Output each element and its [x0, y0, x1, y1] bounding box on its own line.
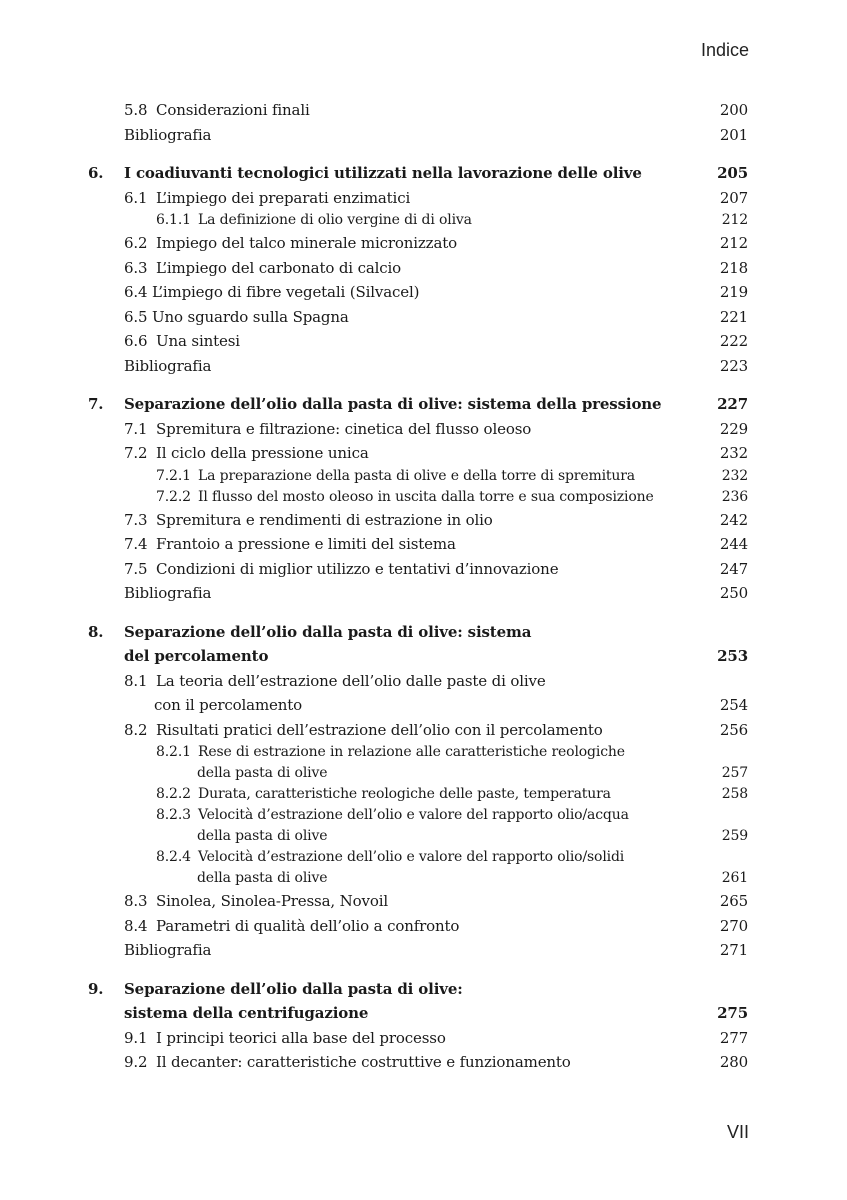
toc-entry-number: 6. — [88, 164, 104, 182]
toc-entry-text: Durata, caratteristiche reologiche delle paste, temperatura — [198, 786, 611, 802]
toc-entry-page: 218 — [719, 258, 748, 277]
toc-entry-page: 222 — [719, 332, 748, 350]
toc-entry-title — [156, 487, 654, 508]
toc-entry-title — [124, 98, 310, 123]
toc-entry-text: La teoria dell’estrazione dell’olio dalle paste di olive — [156, 671, 546, 690]
toc-entry-title — [124, 354, 211, 379]
toc-entry-page: 253 — [717, 647, 748, 665]
toc-entry — [88, 826, 748, 847]
toc-entry-page: 221 — [719, 307, 748, 326]
toc-entry — [88, 718, 748, 743]
toc-entry-text: della pasta di olive — [197, 765, 328, 781]
toc-entry — [88, 1050, 748, 1075]
toc-entry — [88, 889, 748, 914]
toc-entry-text: I coadiuvanti tecnologici utilizzati nella lavorazione delle olive — [124, 164, 642, 182]
toc-entry-text: I principi teorici alla base del processo — [156, 1028, 446, 1047]
toc-entry-text: Bibliografia — [124, 356, 212, 375]
toc-entry-number: 7.2 — [124, 444, 148, 462]
toc-entry-page: 270 — [719, 916, 748, 935]
toc-entry-text: Rese di estrazione in relazione alle caratteristiche reologiche — [198, 744, 625, 760]
toc-entry — [88, 123, 748, 148]
toc-entry-page: 212 — [719, 234, 748, 252]
toc-entry-number: 7. — [88, 395, 104, 413]
toc-entry-text: Spremitura e rendimenti di estrazione in olio — [156, 510, 493, 529]
toc-entry-title — [124, 123, 211, 148]
toc-entry-page: 271 — [719, 941, 748, 959]
toc-entry-page: 232 — [719, 444, 748, 462]
toc-entry-number: 9.1 — [124, 1028, 148, 1047]
toc-entry-text: Separazione dell’olio dalla pasta di olive: sistema — [124, 622, 532, 641]
toc-entry-page: 232 — [721, 467, 748, 484]
toc-entry-title — [124, 581, 211, 606]
toc-entry-text: Sinolea, Sinolea-Pressa, Novoil — [156, 892, 388, 910]
toc-entry-text: Velocità d’estrazione dell’olio e valore del rapporto olio/acqua — [198, 807, 629, 823]
toc-chapter-entry — [88, 1001, 748, 1026]
toc-entry-page: 244 — [719, 535, 748, 553]
toc-chapter-entry — [88, 161, 748, 186]
toc-entry-page: 247 — [719, 559, 748, 578]
toc-entry-page: 275 — [717, 1004, 748, 1022]
toc-entry-title — [124, 508, 493, 533]
toc-entry — [88, 693, 748, 718]
toc-entry-text: Bibliografia — [124, 941, 212, 959]
toc-entry-number: 8.2.4 — [156, 849, 191, 865]
toc-chapter-entry — [88, 644, 748, 669]
toc-entry-title — [124, 1050, 571, 1075]
toc-entry-number: 7.2.2 — [156, 488, 191, 505]
toc-entry-text: Considerazioni finali — [156, 101, 310, 119]
toc-entry — [88, 805, 748, 826]
toc-entry-title — [124, 557, 558, 582]
toc-entry-title — [124, 669, 546, 694]
toc-entry-text: Risultati pratici dell’estrazione dell’olio con il percolamento — [156, 720, 603, 739]
toc-entry — [88, 354, 748, 379]
toc-entry-page: 256 — [719, 720, 748, 739]
toc-chapter-entry — [88, 620, 748, 645]
toc-entry — [88, 763, 748, 784]
toc-entry-page: 207 — [719, 188, 748, 207]
toc-entry — [88, 186, 748, 211]
toc-entry-title — [154, 693, 302, 718]
toc-entry-text: La preparazione della pasta di olive e della torre di spremitura — [198, 467, 636, 484]
toc-entry-title — [124, 1001, 368, 1026]
toc-entry-page: 200 — [719, 101, 748, 119]
toc-entry-title — [124, 231, 457, 256]
toc-entry-title — [156, 210, 472, 231]
toc-entry-text: Separazione dell’olio dalla pasta di olive: sistema della pressione — [124, 395, 662, 413]
toc-entry-text: L’impiego dei preparati enzimatici — [156, 188, 411, 207]
toc-entry-title — [124, 256, 401, 281]
toc-entry-text: sistema della centrifugazione — [124, 1004, 369, 1022]
toc-entry-text: Frantoio a pressione e limiti del sistema — [156, 535, 456, 553]
toc-entry-page: 280 — [719, 1053, 748, 1071]
toc-entry — [88, 256, 748, 281]
page-number: VII — [726, 1122, 749, 1142]
toc-entry-number: 8.2.1 — [156, 744, 191, 760]
toc-entry-number: 7.3 — [124, 510, 148, 529]
toc-entry-title — [124, 280, 419, 305]
toc-entry — [88, 466, 748, 487]
toc-entry-number: 8.2.2 — [156, 786, 191, 802]
toc-entry-number: 6.6 — [124, 332, 148, 350]
toc-entry-number: 6.1.1 — [156, 212, 191, 228]
toc-entry-title — [124, 532, 456, 557]
toc-entry-title — [156, 742, 625, 763]
toc-entry — [88, 487, 748, 508]
toc-entry-text: Una sintesi — [156, 332, 240, 350]
toc-entry-text: della pasta di olive — [197, 828, 328, 844]
toc-entry-page: 259 — [721, 828, 748, 844]
toc-entry-text: Il ciclo della pressione unica — [156, 444, 369, 462]
toc-entry — [88, 847, 748, 868]
toc-entry-number: 9.2 — [124, 1053, 148, 1071]
toc-entry-title — [156, 847, 624, 868]
toc-entry-number: 8.3 — [124, 892, 148, 910]
toc-entry-number: 8. — [88, 622, 104, 641]
toc-entry — [88, 581, 748, 606]
toc-entry-title — [124, 1026, 446, 1051]
toc-entry-text: Bibliografia — [124, 125, 212, 144]
toc-entry-title — [197, 763, 327, 784]
toc-entry-title — [156, 784, 611, 805]
toc-entry — [88, 914, 748, 939]
toc-entry-title — [124, 186, 410, 211]
toc-entry — [88, 210, 748, 231]
toc-entry-title — [124, 889, 388, 914]
toc-entry-text: del percolamento — [124, 647, 269, 665]
toc-entry-title — [124, 644, 268, 669]
toc-entry — [88, 441, 748, 466]
toc-entry-number: 6.3 — [124, 258, 148, 277]
toc-entry-text: Il decanter: caratteristiche costruttive e funzionamento — [156, 1053, 571, 1071]
toc-entry-text: Parametri di qualità dell’olio a confronto — [156, 916, 460, 935]
toc-entry-title — [88, 392, 661, 417]
toc-entry-title — [124, 417, 531, 442]
toc-entry-text: Bibliografia — [124, 584, 212, 602]
toc-entry — [88, 532, 748, 557]
toc-entry-text: Velocità d’estrazione dell’olio e valore del rapporto olio/solidi — [198, 849, 625, 865]
toc-entry-title — [124, 914, 459, 939]
toc-entry — [88, 669, 748, 694]
toc-entry-page: 261 — [721, 870, 748, 886]
toc-entry-text: Il flusso del mosto oleoso in uscita dalla torre e sua composizione — [198, 488, 654, 505]
toc-entry-page: 212 — [721, 212, 748, 228]
toc-entry-title — [88, 161, 642, 186]
toc-entry — [88, 508, 748, 533]
toc-entry-text: Separazione dell’olio dalla pasta di olive: — [124, 979, 463, 998]
toc-entry — [88, 784, 748, 805]
toc-entry — [88, 742, 748, 763]
toc-entry-title — [197, 868, 327, 889]
toc-entry-title — [124, 329, 240, 354]
toc-entry-text: 6.4 L’impiego di fibre vegetali (Silvacel) — [124, 283, 420, 301]
toc-entry — [88, 557, 748, 582]
toc-entry-page: 242 — [719, 510, 748, 529]
toc-entry-title — [156, 466, 635, 487]
toc-chapter-entry — [88, 392, 748, 417]
toc-entry-page: 258 — [721, 786, 748, 802]
toc-entry-title — [88, 977, 463, 1002]
toc-entry-page: 250 — [719, 584, 748, 602]
toc-entry-number: 7.5 — [124, 559, 148, 578]
toc-entry-number: 9. — [88, 979, 104, 998]
toc-entry — [88, 280, 748, 305]
toc-entry — [88, 1026, 748, 1051]
toc-entry-number: 6.1 — [124, 188, 148, 207]
toc-entry-title — [88, 620, 531, 645]
toc-entry-number: 8.4 — [124, 916, 148, 935]
toc-entry-page: 265 — [719, 892, 748, 910]
toc-entry-page: 227 — [717, 395, 748, 413]
toc-entry-page: 201 — [719, 125, 748, 144]
toc-entry-text: La definizione di olio vergine di di oliva — [198, 212, 472, 228]
running-header: Indice — [700, 40, 749, 60]
table-of-contents — [88, 98, 748, 1075]
toc-entry — [88, 305, 748, 330]
toc-entry-text: con il percolamento — [154, 696, 303, 714]
toc-entry — [88, 231, 748, 256]
toc-entry-number: 8.1 — [124, 671, 148, 690]
toc-entry — [88, 868, 748, 889]
toc-entry-number: 6.2 — [124, 234, 148, 252]
toc-entry-title — [156, 805, 629, 826]
toc-entry-number: 8.2 — [124, 720, 148, 739]
toc-entry — [88, 98, 748, 123]
toc-entry-number: 8.2.3 — [156, 807, 191, 823]
toc-entry-page: 229 — [719, 419, 748, 438]
toc-entry-page: 219 — [719, 283, 748, 301]
toc-entry-text: della pasta di olive — [197, 870, 328, 886]
toc-entry-page: 257 — [721, 765, 748, 781]
toc-entry-title — [124, 718, 603, 743]
toc-entry-number: 5.8 — [124, 101, 148, 119]
toc-entry-title — [197, 826, 327, 847]
toc-entry-text: Condizioni di miglior utilizzo e tentativi d’innovazione — [156, 559, 559, 578]
toc-entry-page: 254 — [719, 696, 748, 714]
toc-entry-page: 205 — [717, 164, 748, 182]
toc-entry-title — [124, 938, 211, 963]
toc-entry-title — [124, 441, 369, 466]
toc-entry-text: L’impiego del carbonato di calcio — [156, 258, 402, 277]
toc-entry-title — [124, 305, 349, 330]
toc-entry — [88, 329, 748, 354]
toc-entry-number: 7.1 — [124, 419, 148, 438]
toc-entry-page: 277 — [719, 1028, 748, 1047]
toc-entry-number: 7.2.1 — [156, 467, 191, 484]
toc-entry-page: 223 — [719, 356, 748, 375]
toc-chapter-entry — [88, 977, 748, 1002]
toc-entry-text: Impiego del talco minerale micronizzato — [156, 234, 457, 252]
toc-entry — [88, 417, 748, 442]
toc-entry-text: Spremitura e filtrazione: cinetica del flusso oleoso — [156, 419, 532, 438]
toc-entry-text: 6.5 Uno sguardo sulla Spagna — [124, 307, 349, 326]
toc-entry-page: 236 — [721, 488, 748, 505]
toc-entry-number: 7.4 — [124, 535, 148, 553]
toc-entry — [88, 938, 748, 963]
